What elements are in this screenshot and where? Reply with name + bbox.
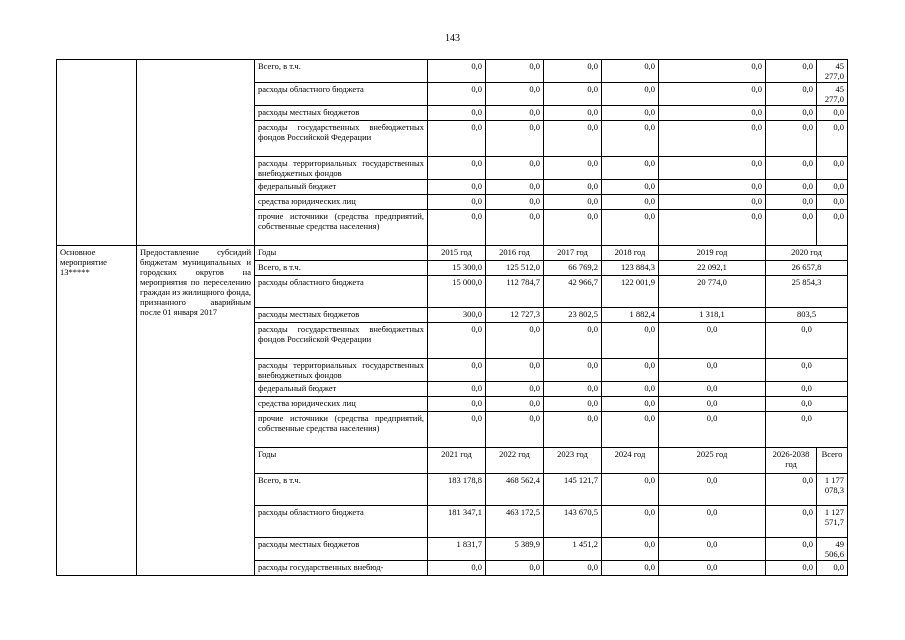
value-cell: 0,0 <box>766 359 848 382</box>
value-cell: 300,0 <box>428 308 486 323</box>
row-label: Всего, в т.ч. <box>255 261 428 276</box>
value-cell: 0,0 <box>602 397 659 412</box>
year-header: 2018 год <box>602 246 659 261</box>
value-cell: 0,0 <box>486 323 544 359</box>
value-cell: 0,0 <box>766 83 817 106</box>
value-cell: 0,0 <box>659 474 766 506</box>
value-cell: 0,0 <box>428 106 486 121</box>
value-cell: 0,0 <box>486 195 544 210</box>
value-cell: 0,0 <box>544 157 602 180</box>
value-cell: 0,0 <box>544 121 602 157</box>
value-cell: 1 831,7 <box>428 538 486 561</box>
value-cell: 0,0 <box>659 397 766 412</box>
value-cell: 1 127 571,7 <box>817 506 848 538</box>
value-cell: 0,0 <box>766 323 848 359</box>
value-cell: 803,5 <box>766 308 848 323</box>
value-cell: 0,0 <box>428 561 486 576</box>
value-cell: 0,0 <box>602 474 659 506</box>
value-cell: 0,0 <box>486 83 544 106</box>
value-cell: 122 001,9 <box>602 276 659 308</box>
row-label: Всего, в т.ч. <box>255 474 428 506</box>
value-cell: 1 318,1 <box>659 308 766 323</box>
row-label: расходы областного бюджета <box>255 276 428 308</box>
value-cell: 0,0 <box>428 323 486 359</box>
value-cell: 0,0 <box>602 157 659 180</box>
value-cell: 0,0 <box>766 210 817 246</box>
years-label: Годы <box>255 246 428 261</box>
value-cell: 0,0 <box>766 506 817 538</box>
row-label: расходы территориальных государственных внебюджетных фондов <box>255 359 428 382</box>
year-header: 2024 год <box>602 448 659 474</box>
page-number: 143 <box>445 33 460 44</box>
year-header: 2015 год <box>428 246 486 261</box>
value-cell: 0,0 <box>428 60 486 83</box>
value-cell: 0,0 <box>659 60 766 83</box>
value-cell: 0,0 <box>659 106 766 121</box>
value-cell: 0,0 <box>544 60 602 83</box>
value-cell: 25 854,3 <box>766 276 848 308</box>
value-cell: 1 882,4 <box>602 308 659 323</box>
row-label: прочие источники (средства предприятий, собственные средства населения) <box>255 210 428 246</box>
value-cell: 0,0 <box>544 106 602 121</box>
value-cell: 0,0 <box>486 106 544 121</box>
year-header: 2020 год <box>766 246 848 261</box>
value-cell: 22 092,1 <box>659 261 766 276</box>
value-cell: 0,0 <box>766 397 848 412</box>
value-cell: 0,0 <box>659 538 766 561</box>
value-cell: 0,0 <box>428 397 486 412</box>
blank-cell <box>137 60 255 246</box>
value-cell: 0,0 <box>544 359 602 382</box>
value-cell: 0,0 <box>766 412 848 448</box>
year-header: 2023 год <box>544 448 602 474</box>
value-cell: 0,0 <box>428 195 486 210</box>
value-cell: 0,0 <box>602 382 659 397</box>
value-cell: 0,0 <box>486 359 544 382</box>
value-cell: 0,0 <box>544 382 602 397</box>
value-cell: 0,0 <box>486 382 544 397</box>
row-label: прочие источники (средства предприятий, собственные средства населения) <box>255 412 428 448</box>
value-cell: 0,0 <box>602 412 659 448</box>
value-cell: 0,0 <box>602 106 659 121</box>
value-cell: 0,0 <box>766 195 817 210</box>
funding-table <box>56 59 848 576</box>
year-header: 2019 год <box>659 246 766 261</box>
value-cell: 0,0 <box>766 382 848 397</box>
value-cell: 49 506,6 <box>817 538 848 561</box>
value-cell: 26 657,8 <box>766 261 848 276</box>
value-cell: 0,0 <box>602 195 659 210</box>
value-cell: 0,0 <box>544 397 602 412</box>
value-cell: 0,0 <box>817 195 848 210</box>
row-label: расходы местных бюджетов <box>255 308 428 323</box>
value-cell: 0,0 <box>766 60 817 83</box>
value-cell: 15 300,0 <box>428 261 486 276</box>
row-label: средства юридических лиц <box>255 397 428 412</box>
row-label: федеральный бюджет <box>255 180 428 195</box>
value-cell: 0,0 <box>602 210 659 246</box>
value-cell: 0,0 <box>817 180 848 195</box>
year-header: Всего <box>817 448 848 474</box>
value-cell: 0,0 <box>602 561 659 576</box>
value-cell: 468 562,4 <box>486 474 544 506</box>
value-cell: 0,0 <box>659 195 766 210</box>
value-cell: 0,0 <box>659 323 766 359</box>
value-cell: 0,0 <box>659 180 766 195</box>
value-cell: 0,0 <box>659 382 766 397</box>
value-cell: 0,0 <box>428 121 486 157</box>
value-cell: 181 347,1 <box>428 506 486 538</box>
value-cell: 0,0 <box>659 412 766 448</box>
value-cell: 0,0 <box>428 180 486 195</box>
value-cell: 0,0 <box>544 323 602 359</box>
value-cell: 45 277,0 <box>817 83 848 106</box>
event-name: Основное мероприятие 13***** <box>57 246 137 576</box>
value-cell: 0,0 <box>659 83 766 106</box>
value-cell: 0,0 <box>602 121 659 157</box>
value-cell: 0,0 <box>659 210 766 246</box>
event-description: Предоставление субсидий бюджетам муниципальных и городских округов на мероприятия по переселению граждан из жилищного фонда, признанного аварийным после 01 января 2017 <box>137 246 255 576</box>
year-header: 2017 год <box>544 246 602 261</box>
value-cell: 143 670,5 <box>544 506 602 538</box>
value-cell: 0,0 <box>486 412 544 448</box>
row-label: расходы государственных внебюджетных фондов Российской Федерации <box>255 121 428 157</box>
value-cell: 183 178,8 <box>428 474 486 506</box>
year-header: 2022 год <box>486 448 544 474</box>
value-cell: 0,0 <box>428 157 486 180</box>
value-cell: 12 727,3 <box>486 308 544 323</box>
row-label: расходы государственных внебюджетных фондов Российской Федерации <box>255 323 428 359</box>
value-cell: 0,0 <box>544 210 602 246</box>
value-cell: 0,0 <box>602 83 659 106</box>
value-cell: 0,0 <box>428 210 486 246</box>
value-cell: 0,0 <box>659 359 766 382</box>
row-label: расходы территориальных государственных внебюджетных фондов <box>255 157 428 180</box>
value-cell: 1 451,2 <box>544 538 602 561</box>
value-cell: 0,0 <box>766 157 817 180</box>
value-cell: 0,0 <box>602 359 659 382</box>
table-row <box>57 60 848 83</box>
value-cell: 0,0 <box>766 561 817 576</box>
row-label: федеральный бюджет <box>255 382 428 397</box>
value-cell: 123 884,3 <box>602 261 659 276</box>
years-label: Годы <box>255 448 428 474</box>
value-cell: 23 802,5 <box>544 308 602 323</box>
value-cell: 0,0 <box>766 180 817 195</box>
value-cell: 0,0 <box>602 506 659 538</box>
value-cell: 15 000,0 <box>428 276 486 308</box>
value-cell: 0,0 <box>659 561 766 576</box>
value-cell: 0,0 <box>817 561 848 576</box>
blank-cell <box>57 60 137 246</box>
value-cell: 0,0 <box>766 106 817 121</box>
row-label: средства юридических лиц <box>255 195 428 210</box>
value-cell: 5 389,9 <box>486 538 544 561</box>
value-cell: 463 172,5 <box>486 506 544 538</box>
row-label: Всего, в т.ч. <box>255 60 428 83</box>
value-cell: 66 769,2 <box>544 261 602 276</box>
value-cell: 0,0 <box>602 323 659 359</box>
value-cell: 1 177 078,3 <box>817 474 848 506</box>
value-cell: 0,0 <box>659 157 766 180</box>
value-cell: 0,0 <box>428 83 486 106</box>
value-cell: 0,0 <box>428 382 486 397</box>
value-cell: 0,0 <box>766 121 817 157</box>
row-label: расходы государственных внебюд- <box>255 561 428 576</box>
value-cell: 0,0 <box>766 474 817 506</box>
value-cell: 0,0 <box>766 538 817 561</box>
value-cell: 0,0 <box>486 397 544 412</box>
year-header: 2026-2038 год <box>766 448 817 474</box>
value-cell: 0,0 <box>544 195 602 210</box>
value-cell: 145 121,7 <box>544 474 602 506</box>
row-label: расходы местных бюджетов <box>255 538 428 561</box>
value-cell: 112 784,7 <box>486 276 544 308</box>
value-cell: 0,0 <box>602 538 659 561</box>
value-cell: 0,0 <box>486 157 544 180</box>
row-label: расходы местных бюджетов <box>255 106 428 121</box>
value-cell: 0,0 <box>602 60 659 83</box>
value-cell: 0,0 <box>428 412 486 448</box>
value-cell: 0,0 <box>817 106 848 121</box>
row-label: расходы областного бюджета <box>255 506 428 538</box>
value-cell: 0,0 <box>486 210 544 246</box>
value-cell: 0,0 <box>602 180 659 195</box>
value-cell: 0,0 <box>817 157 848 180</box>
value-cell: 0,0 <box>544 83 602 106</box>
value-cell: 125 512,0 <box>486 261 544 276</box>
value-cell: 0,0 <box>659 121 766 157</box>
year-header: 2016 год <box>486 246 544 261</box>
value-cell: 0,0 <box>486 180 544 195</box>
year-header: 2021 год <box>428 448 486 474</box>
value-cell: 0,0 <box>544 180 602 195</box>
value-cell: 0,0 <box>486 561 544 576</box>
value-cell: 20 774,0 <box>659 276 766 308</box>
value-cell: 42 966,7 <box>544 276 602 308</box>
row-label: расходы областного бюджета <box>255 83 428 106</box>
value-cell: 0,0 <box>428 359 486 382</box>
year-header: 2025 год <box>659 448 766 474</box>
value-cell: 0,0 <box>486 121 544 157</box>
value-cell: 0,0 <box>544 412 602 448</box>
value-cell: 0,0 <box>659 506 766 538</box>
value-cell: 0,0 <box>817 121 848 157</box>
value-cell: 0,0 <box>544 561 602 576</box>
value-cell: 45 277,0 <box>817 60 848 83</box>
value-cell: 0,0 <box>817 210 848 246</box>
value-cell: 0,0 <box>486 60 544 83</box>
years-header-row <box>57 246 848 261</box>
